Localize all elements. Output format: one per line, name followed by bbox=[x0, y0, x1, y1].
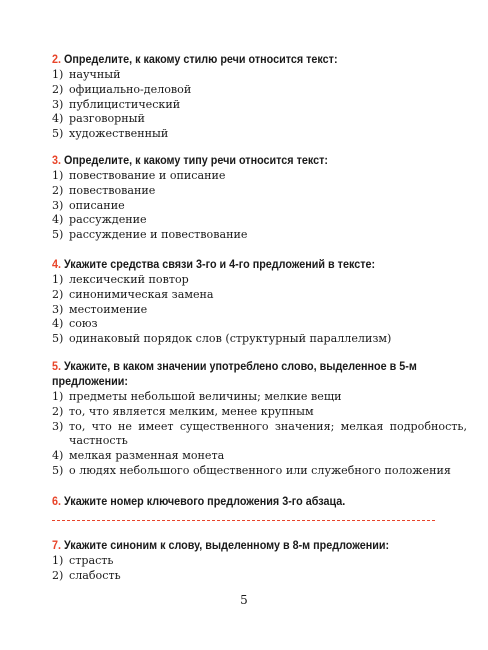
option-text: описание bbox=[69, 198, 125, 212]
question-text: Укажите синоним к слову, выделенному в 8-м предложении: bbox=[64, 539, 390, 552]
option-number: 1) bbox=[52, 390, 64, 403]
option-item bbox=[52, 303, 399, 318]
option-number: 2) bbox=[52, 183, 64, 197]
option-text: научный bbox=[69, 68, 121, 81]
question-4 bbox=[52, 257, 399, 347]
option-number: 2) bbox=[52, 82, 64, 96]
option-number: 1) bbox=[52, 554, 64, 567]
option-text: слабость bbox=[69, 568, 121, 582]
option-item bbox=[52, 228, 349, 243]
option-text: рассуждение и повествование bbox=[69, 228, 248, 242]
option-number: 3) bbox=[52, 97, 64, 111]
option-text: союз bbox=[69, 317, 98, 331]
option-text: то, что не имеет существенного значения; мелкая подробность, частность bbox=[69, 419, 467, 448]
option-item bbox=[52, 317, 399, 332]
option-text: местоимение bbox=[69, 302, 148, 316]
option-item bbox=[52, 98, 359, 113]
question-5 bbox=[52, 359, 467, 479]
option-item bbox=[52, 420, 467, 450]
option-number: 2) bbox=[52, 404, 64, 418]
option-number: 3) bbox=[52, 198, 64, 212]
option-text: одинаковый порядок слов (структурный параллелизм) bbox=[69, 332, 392, 346]
option-number: 4) bbox=[52, 213, 64, 227]
question-7 bbox=[52, 538, 414, 584]
option-number: 1) bbox=[52, 273, 64, 286]
option-text: повествование и описание bbox=[69, 169, 226, 182]
option-item bbox=[52, 554, 414, 569]
option-text: о людях небольшого общественного или служебного положения bbox=[69, 463, 451, 477]
option-number: 3) bbox=[52, 419, 64, 433]
option-number: 5) bbox=[52, 463, 64, 477]
question-text: Укажите номер ключевого предложения 3-го абзаца. bbox=[64, 495, 346, 508]
option-number: 4) bbox=[52, 317, 64, 331]
option-item bbox=[52, 390, 467, 405]
question-number: 5. bbox=[52, 360, 61, 373]
option-text: художественный bbox=[69, 127, 169, 141]
question-text: Укажите, в каком значении употреблено слово, выделенное в 5-м предложении: bbox=[52, 360, 417, 388]
question-6 bbox=[52, 494, 367, 509]
option-text: официально-деловой bbox=[69, 82, 192, 96]
option-item bbox=[52, 288, 399, 303]
question-3-title bbox=[52, 153, 328, 168]
option-text: лексический повтор bbox=[69, 273, 189, 286]
option-number: 1) bbox=[52, 169, 64, 182]
option-item bbox=[52, 449, 467, 464]
option-text: публицистический bbox=[69, 97, 181, 111]
question-6-title bbox=[52, 494, 345, 509]
question-5-title bbox=[52, 359, 438, 389]
option-number: 5) bbox=[52, 127, 64, 141]
option-number: 4) bbox=[52, 112, 64, 126]
option-item bbox=[52, 213, 349, 228]
question-2 bbox=[52, 52, 359, 142]
page-number: 5 bbox=[240, 593, 248, 607]
option-number: 2) bbox=[52, 568, 64, 582]
option-text: разговорный bbox=[69, 112, 145, 126]
option-number: 5) bbox=[52, 332, 64, 346]
option-text: повествование bbox=[69, 183, 156, 197]
option-number: 3) bbox=[52, 302, 64, 316]
option-item bbox=[52, 464, 467, 479]
question-7-title bbox=[52, 538, 389, 553]
answer-line[interactable] bbox=[52, 520, 435, 521]
option-number: 4) bbox=[52, 449, 64, 463]
option-text: рассуждение bbox=[69, 213, 147, 227]
question-3 bbox=[52, 153, 349, 243]
option-item bbox=[52, 127, 359, 142]
option-text: мелкая разменная монета bbox=[69, 449, 225, 463]
option-item bbox=[52, 112, 359, 127]
option-item bbox=[52, 569, 414, 584]
option-item bbox=[52, 83, 359, 98]
question-4-title bbox=[52, 257, 375, 272]
option-item bbox=[52, 184, 349, 199]
question-number: 3. bbox=[52, 154, 61, 167]
option-number: 1) bbox=[52, 68, 64, 81]
question-text: Определите, к какому стилю речи относится текст: bbox=[64, 53, 338, 66]
question-text: Определите, к какому типу речи относится текст: bbox=[64, 154, 328, 167]
option-item bbox=[52, 332, 399, 347]
option-text: синонимическая замена bbox=[69, 287, 214, 301]
question-number: 4. bbox=[52, 258, 61, 271]
question-number: 2. bbox=[52, 53, 61, 66]
option-text: предметы небольшой величины; мелкие вещи bbox=[69, 390, 342, 403]
option-number: 2) bbox=[52, 287, 64, 301]
option-item bbox=[52, 68, 359, 83]
option-number: 5) bbox=[52, 228, 64, 242]
option-item bbox=[52, 273, 399, 288]
question-number: 7. bbox=[52, 539, 61, 552]
option-text: то, что является мелким, менее крупным bbox=[69, 404, 314, 418]
option-item bbox=[52, 405, 467, 420]
option-item bbox=[52, 199, 349, 214]
option-text: страсть bbox=[69, 554, 114, 567]
option-item bbox=[52, 169, 349, 184]
question-2-title bbox=[52, 52, 338, 67]
question-number: 6. bbox=[52, 495, 61, 508]
question-text: Укажите средства связи 3-го и 4-го предложений в тексте: bbox=[64, 258, 376, 271]
